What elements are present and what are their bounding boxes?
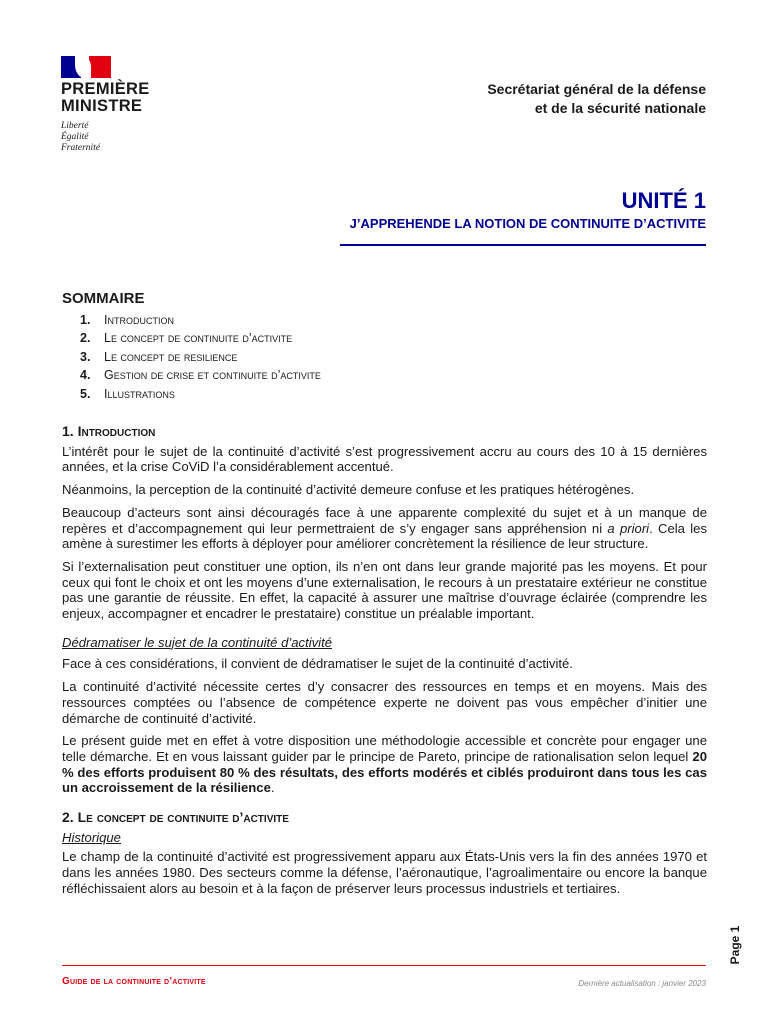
summary-item-number: 5. xyxy=(80,386,91,401)
subheading: Historique xyxy=(62,829,121,845)
section-1-title: Introduction xyxy=(77,423,156,439)
summary-item-number: 2. xyxy=(80,331,91,346)
devise-egalite: Égalité xyxy=(61,132,89,142)
summary-item-label: Introduction xyxy=(104,313,174,327)
section-1-heading xyxy=(62,424,707,440)
devise xyxy=(61,121,181,154)
summary-item-number: 3. xyxy=(80,349,91,364)
page-number-text: Page 1 xyxy=(728,925,742,965)
devise-fraternite: Fraternité xyxy=(61,143,101,153)
text-run: Beaucoup d’acteurs sont ainsi découragés face à une apparente complexité du sujet et à un manque de repères et d’accompagnement qui leur permettraient de s’y engager sans appréhension ni xyxy=(62,504,707,536)
marianne-flag-icon xyxy=(61,56,111,78)
paragraph: L’intérêt pour le sujet de la continuité d’activité s’est progressivement accru au cours des 10 à 15 dernières années, et la crise CoViD l’a considérablement accentué. xyxy=(62,443,707,475)
title-divider xyxy=(340,244,706,246)
italic-text: a priori xyxy=(607,520,650,536)
unit-subtitle: J’APPREHENDE LA NOTION DE CONTINUITE D’ACTIVITE xyxy=(349,216,706,231)
text-run: . Cela les amène à surestimer les efforts à déployer pour améliorer concrètement la résilience de leur structure. xyxy=(62,520,707,552)
summary-item-label: Illustrations xyxy=(104,386,175,401)
paragraph: Néanmoins, la perception de la continuité d’activité demeure confuse et les pratiques hétérogènes. xyxy=(62,482,635,498)
footer-update-date: Dernière actualisation : janvier 2023 xyxy=(578,979,706,988)
logo-line1: PREMIÈRE xyxy=(61,80,150,98)
logo-line2: MINISTRE xyxy=(61,97,143,115)
text-run: . xyxy=(270,780,275,796)
section-2-number: 2. xyxy=(62,809,74,826)
organization-name xyxy=(487,80,706,118)
section-1-number: 1. xyxy=(62,423,74,439)
summary-item-number: 1. xyxy=(80,313,91,327)
unit-title: UNITÉ 1 xyxy=(621,188,706,213)
logo-title xyxy=(61,81,181,115)
summary-item[interactable] xyxy=(80,348,321,366)
bold-text: 20 % des efforts produisent 80 % des résultats, des efforts modérés et ciblés produiront dans tous les cas un accroissement de la résilience xyxy=(62,748,707,796)
summary-item[interactable] xyxy=(80,311,321,329)
paragraph: Si l’externalisation peut constituer une option, ils n’en ont dans leur grande majorité pas les moyens. Et pour ceux qui font le choix et ont les moyens d’une externalisation, le recours à un prestataire extérieur ne constitue pas une garantie de réussite. En effet, la capacité à assurer une maîtrise d’ouvrage éclairée (comprendre les enjeux, accompagner et encadrer le prestataire) constitue un préalable important. xyxy=(62,558,707,622)
org-line2: et de la sécurité nationale xyxy=(534,100,706,116)
document-body xyxy=(62,424,707,904)
footer-guide-title: Guide de la continuite d’activite xyxy=(62,976,206,987)
summary-item-label: Le concept de continuite d’activite xyxy=(104,331,293,346)
devise-liberte: Liberté xyxy=(61,121,89,131)
text-run: Le présent guide met en effet à votre disposition une méthodologie accessible et concrète pour engager une telle démarche. Et en vous laissant guider par le principe de Pareto, principe de rationalisation selon lequel xyxy=(62,733,707,764)
section-2-heading xyxy=(62,810,707,826)
paragraph: Le champ de la continuité d’activité est progressivement apparu aux États-Unis vers la fin des années 1970 et dans les années 1980. Des secteurs comme la défense, l’aéronautique, l’agroalimentaire ou encore la banque réfléchissaient alors au besoin et à la façon de préserver leurs processus industriels et tertiaires. xyxy=(62,849,707,896)
footer-divider xyxy=(62,965,706,966)
section-2-title: Le concept de continuite d’activite xyxy=(77,809,289,826)
summary-item[interactable] xyxy=(80,329,321,347)
summary-item-label: Le concept de resilience xyxy=(104,349,238,364)
page-number xyxy=(720,925,750,965)
summary-item-number: 4. xyxy=(80,368,91,383)
government-logo xyxy=(61,56,181,154)
paragraph xyxy=(62,505,707,552)
summary-title: SOMMAIRE xyxy=(62,290,145,307)
paragraph xyxy=(62,733,707,796)
summary-item-label: Gestion de crise et continuite d’activite xyxy=(104,368,321,383)
summary-list xyxy=(80,311,321,403)
summary-item[interactable] xyxy=(80,385,321,403)
paragraph: Face à ces considérations, il convient de dédramatiser le sujet de la continuité d’activité. xyxy=(62,656,573,672)
paragraph: La continuité d’activité nécessite certes d’y consacrer des ressources en temps et en moyens. Mais des ressources comptées ou l’absence de compétence experte ne doivent pas vous empêcher d’initier une démarche de continuité d’activité. xyxy=(62,679,707,726)
subheading: Dédramatiser le sujet de la continuité d’activité xyxy=(62,634,333,650)
summary-item[interactable] xyxy=(80,366,321,384)
org-line1: Secrétariat général de la défense xyxy=(487,81,706,97)
